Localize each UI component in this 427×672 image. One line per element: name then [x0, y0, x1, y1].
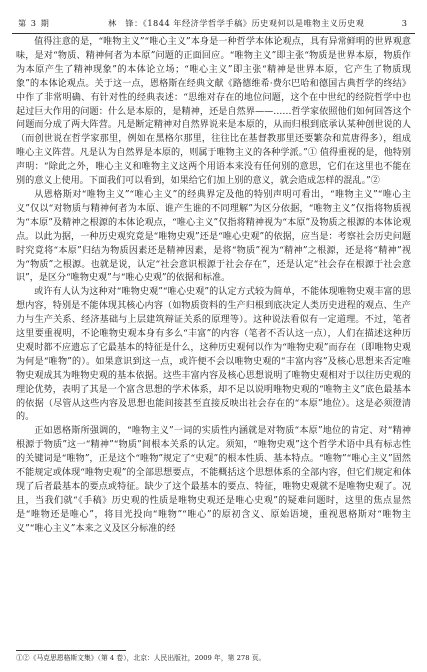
running-title: 林 锋：《1844 年经济学哲学手稿》历史观何以是唯物主义历史观	[108, 18, 365, 28]
footnote: ①②《马克思恩格斯文集》（第 4 卷），北京：人民出版社，2009 年，第 278 页。	[16, 654, 266, 662]
paragraph: 从恩格斯对“唯物主义”“唯心主义”的经典界定及他的特别声明可看出，“唯物主义”“唯心主义”仅以“对物质与精神何者为本原、谁产生谁的不同理解”为区分依据，“唯物主义”仅指将物质视为“本原”及精神之根源的本体论观点，“唯心主义”仅指将精神视为“本原”及物质之根源的本体论观点。以此为据，一种历史观究竟是“唯物史观”还是“唯心史观”的依据，应当是：考察社会历史问题时究竟将“本原”归结为物质因素还是精神因素，是将“物质”视为“精神”之根源，还是将“精神”视为“物质”之根源。也就是说，认定“社会意识根源于社会存在”，还是认定“社会存在根源于社会意识”，是区分“唯物史观”与“唯心史观”的依据和标准。	[16, 189, 411, 284]
paragraph: 或许有人认为这种对“唯物史观”“唯心史观”的认定方式较为简单，不能体现唯物史观丰富的思想内容，特别是不能体现其核心内容（如物质资料的生产归根到底决定人类历史进程的观点、生产力与生产关系、经济基础与上层建筑辩证关系的原理等）。这种说法看似有一定道理。不过，笔者这里要重视明，不论唯物史观本身有多么“丰富”的内容（笔者不否认这一点），人们在描述这种历史观时都不应遗忘了它最基本的特征是什么，这种历史观何以作为“唯物史观”而存在（即唯物史观为何是“唯物”的）。如果意识到这一点，或许便不会以唯物史观的“丰富内容”及核心思想来否定唯物史观成其为唯物史观的基本依据。这些丰富内容及核心思想说明了唯物史观相对于以往历史观的理论优势，表明了其是一个富含思想的学术体系，却不足以说明唯物史观的“唯物主义”底色最基本的依据（尽管从这些内容及思想也能间接甚至直接反映出社会存在的“本原”地位）。这是必须澄清的。	[16, 287, 411, 423]
page-number: 3	[401, 18, 407, 28]
header-rule	[12, 33, 415, 34]
paragraph: 正如恩格斯所强调的，“唯物主义”一词的实质性内涵就是对物质“本原”地位的肯定、对“精神根源于物质”这一“精神”“物质”间根本关系的认定。须知，“唯物史观”这个哲学术语中具有标志性的关键词是“唯物”，正是这个“唯物”规定了“史观”的根本性质、基本特点。“唯物”“唯心主义”固然不能规定或体现“唯物史观”的全部思想要点，不能概括这个思想体系的全部内容，但它们规定和体现了后者最基本的要点或特征。缺少了这个最基本的要点、特征，唯物史观就不是唯物史观了。况且，当我们就“《手稿》历史观的性质是唯物史观还是唯心史观”的疑难问题时，这里的焦点显然是“唯物还是唯心”，将目光投向“唯物”“唯心”的原初含义、原始语境，重视恩格斯对“唯物主义”“唯心主义”本来之义及区分标准的经	[16, 426, 411, 534]
page-header	[12, 16, 415, 30]
footnote-rule	[16, 650, 126, 651]
issue-label: 第 3 期	[18, 18, 50, 28]
paragraph: 值得注意的是，“唯物主义”“唯心主义”本身是一种哲学本体论观点，具有异常鲜明的世界观意味，是对“物质、精神何者为本原”问题的正面回应。“唯物主义”即主张“物质是世界本原，物质作为本原产生了精神现象”的本体论立场；“唯心主义”即主张“精神是世界本原，它产生了物质现象”的本体论观点。关于这一点，恩格斯在经典文献《路德维希·费尔巴哈和德国古典哲学的终结》中作了非常明确、有针对性的经典表述：“思维对存在的地位问题，这个在中世纪的经院哲学中也起过巨大作用的问题：什么是本原的，是精神，还是自然界——……哲学家依照他们如何回答这个问题而分成了两大阵营。凡是断定精神对自然界说来是本原的，从而归根到底承认某种创世说的人（而创世说在哲学家那里，例如在黑格尔那里，往往比在基督教那里还要繁杂和荒唐得多），组成唯心主义阵营。凡是认为自然界是本原的，则属于唯物主义的各种学派。”① 值得重视的是，他特别声明：“除此之外，唯心主义和唯物主义这两个用语本来没有任何别的意思，它们在这里也不能在别的意义上使用。下面我们可以看到，如果给它们加上别的意义，就会造成怎样的混乱。”②	[16, 37, 411, 187]
article-body	[16, 36, 411, 636]
